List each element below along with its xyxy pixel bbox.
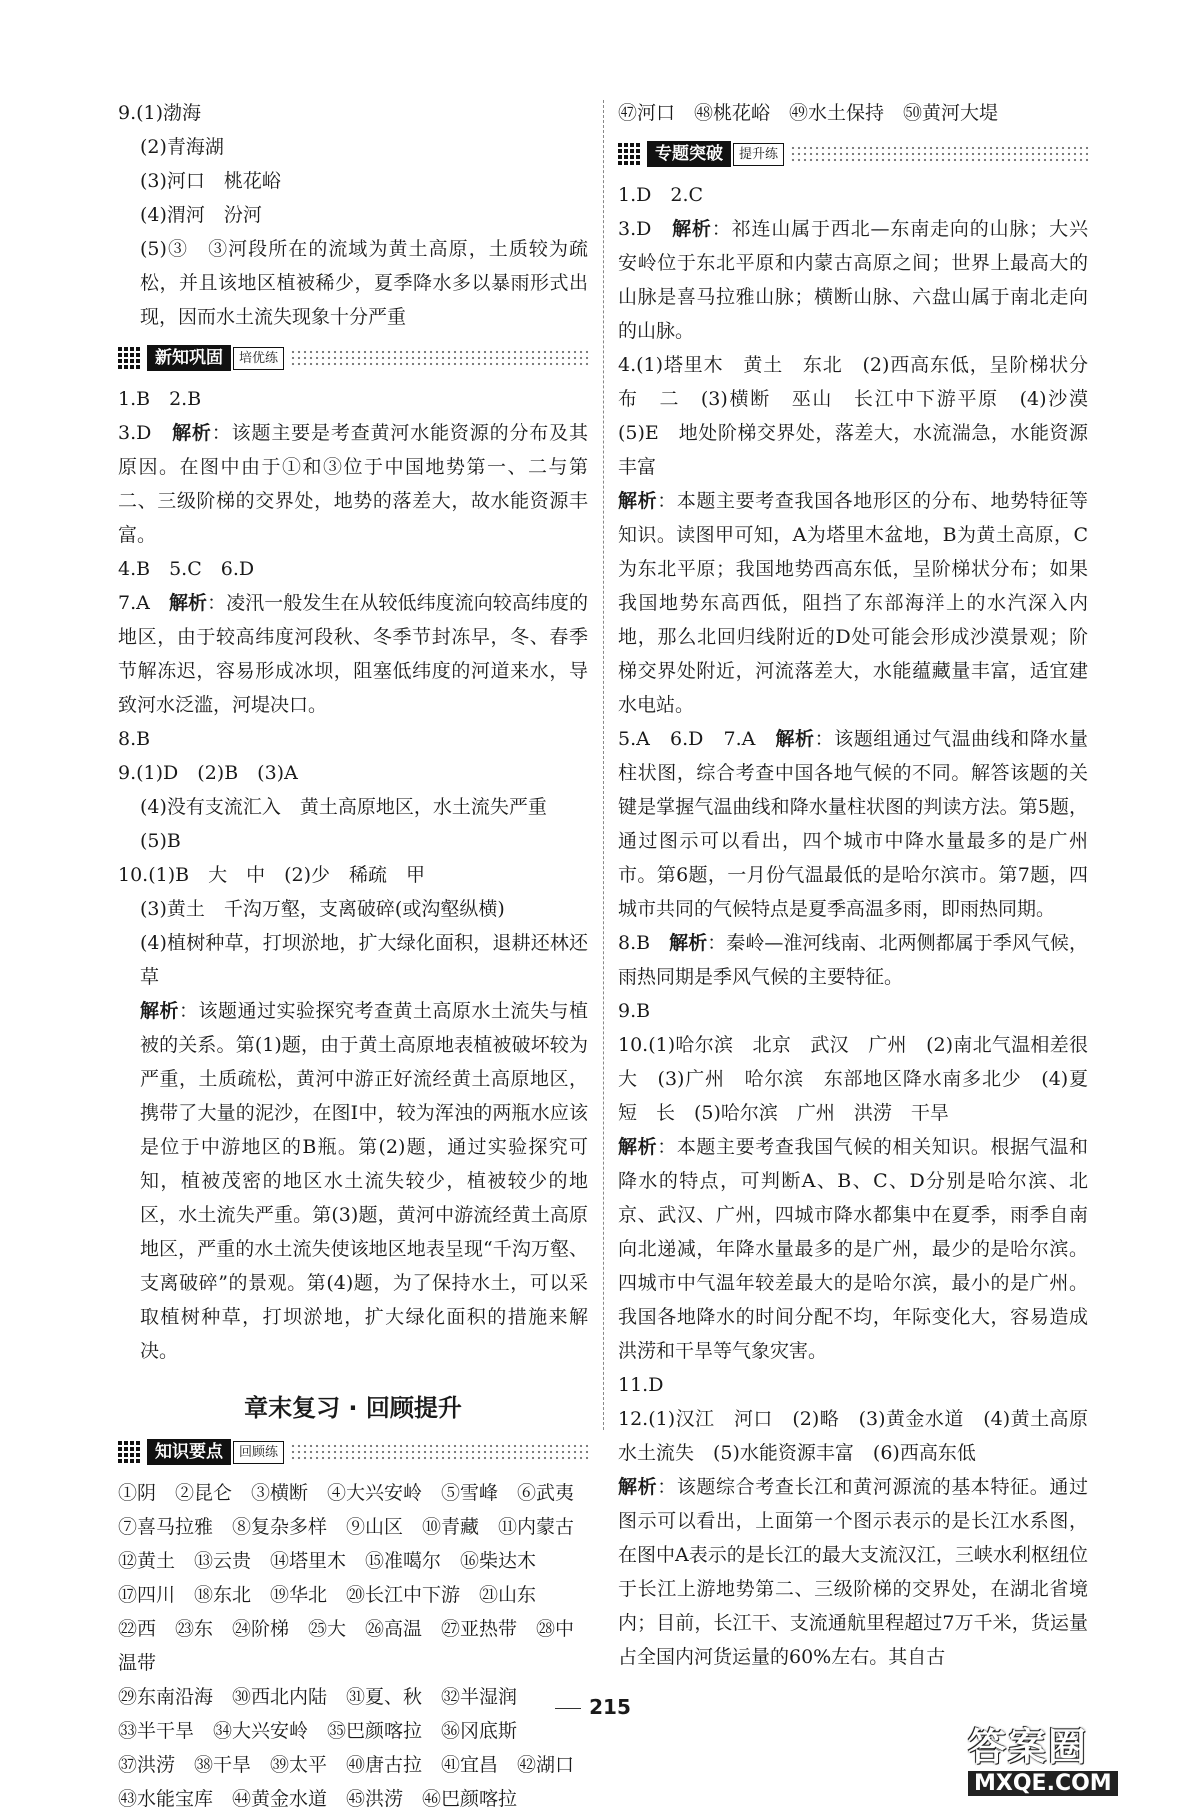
question-number: 5.A 6.D 7.A	[618, 728, 756, 750]
knowledge-line: ①阴 ②昆仑 ③横断 ④大兴安岭 ⑤雪峰 ⑥武夷	[118, 1482, 575, 1504]
watermark-url: MXQE.COM	[968, 1771, 1118, 1796]
knowledge-line: ㊸水能宝库 ㊹黄金水道 ㊺洪涝 ㊻巴颜喀拉	[118, 1788, 518, 1810]
explanation-text: ：该题组通过气温曲线和降水量柱状图，综合考查中国各地气候的不同。解答该题的关键是掌握气温曲线和降水量柱状图的判读方法。第5题，通过图示可以看出，四个城市中降水量最多的是广州市。第6题，一月份气温最低的是哈尔滨市。第7题，四城市共同的气候特点是夏季高温多雨，即雨热同期。	[618, 728, 1088, 920]
question-number: 8.B	[618, 932, 651, 954]
answer-line: 10.(1)哈尔滨 北京 武汉 广州 (2)南北气温相差很大 (3)广州 哈尔滨 东部地区降水南多北少 (4)夏 短 长 (5)哈尔滨 广州 洪涝 干旱	[618, 1034, 1108, 1124]
section-tag: 回顾练	[233, 1441, 284, 1464]
answer-explanation	[618, 926, 1088, 994]
explanation-label: 解析	[140, 1000, 179, 1022]
chapter-title: 章末复习 · 回顾提升	[244, 1394, 462, 1422]
answer-explanation	[618, 722, 1088, 926]
section-title: 专题突破	[647, 141, 731, 167]
explanation-text: ：祁连山属于西北—东南走向的山脉；大兴安岭位于东北平原和内蒙古高原之间；世界上最高大的山脉是喜马拉雅山脉；横断山脉、六盘山属于南北走向的山脉。	[618, 218, 1088, 342]
knowledge-line: ㉙东南沿海 ㉚西北内陆 ㉛夏、秋 ㉜半湿润	[118, 1686, 518, 1708]
explanation-label: 解析	[618, 1476, 658, 1498]
section-title: 知识要点	[147, 1439, 231, 1465]
section-tag: 培优练	[233, 347, 284, 370]
explanation-text: ：凌汛一般发生在从较低纬度流向较高纬度的地区，由于较高纬度河段秋、冬季节封冻早，冬、春季节解冻迟，容易形成冰坝，阻塞低纬度的河道来水，导致河水泛滥，河堤决口。	[118, 592, 588, 716]
answer-explanation	[618, 484, 1088, 722]
section-header-xinzhi	[118, 344, 588, 372]
question-number: 3.D	[118, 422, 152, 444]
section-header-zhuanti	[618, 140, 1088, 168]
right-column	[618, 96, 1108, 1674]
question-number: 3.D	[618, 218, 652, 240]
explanation-label: 解析	[618, 490, 658, 512]
section-header-zhishi	[118, 1438, 588, 1466]
explanation-label: 解析	[669, 932, 708, 954]
dotted-rule	[290, 349, 588, 367]
answer-line: (5)③ ③河段所在的流域为黄土高原，土质较为疏松，并且该地区植被稀少，夏季降水多以暴雨形式出现，因而水土流失现象十分严重	[140, 238, 588, 328]
explanation-text: ：本题主要考查我国各地形区的分布、地势特征等知识。读图甲可知，A为塔里木盆地，B为黄土高原，C为东北平原；我国地势西高东低，呈阶梯状分布；如果我国地势东高西低，阻挡了东部海洋上的水汽深入内地，那么北回归线附近的D处可能会形成沙漠景观；阶梯交界处附近，河流落差大，水能蕴藏量丰富，适宜建水电站。	[618, 490, 1088, 716]
answer-line: 9.B	[618, 1000, 651, 1022]
answer-line: 4.(1)塔里木 黄土 东北 (2)西高东低，呈阶梯状分布 二 (3)横断 巫山 长江中下游平原 (4)沙漠 (5)E 地处阶梯交界处，落差大，水流湍急，水能资源丰富	[618, 354, 1108, 478]
knowledge-line: ㉝半干旱 ㉞大兴安岭 ㉟巴颜喀拉 ㊱冈底斯	[118, 1720, 518, 1742]
answer-line: 4.B 5.C 6.D	[118, 558, 255, 580]
explanation-label: 解析	[168, 592, 208, 614]
knowledge-line: ㊲洪涝 ㊳干旱 ㊴太平 ㊵唐古拉 ㊶宜昌 ㊷湖口	[118, 1754, 575, 1776]
answer-line: ㊼河口 ㊽桃花峪 ㊾水土保持 ㊿黄河大堤	[618, 102, 999, 124]
answer-line: 9.(1)D (2)B (3)A	[118, 762, 298, 784]
answer-line: 1.D 2.C	[618, 184, 704, 206]
explanation-text: ：该题综合考查长江和黄河源流的基本特征。通过图示可以看出，上面第一个图示表示的是长江水系图，在图中A表示的是长江的最大支流汉江，三峡水利枢纽位于长江上游地势第二、三级阶梯的交界处，在湖北省境内；目前，长江干、支流通航里程超过7万千米，货运量占全国内河货运量的60%左右。其自古	[618, 1476, 1088, 1668]
answer-line: 9.(1)渤海	[118, 102, 202, 124]
knowledge-line: ⑰四川 ⑱东北 ⑲华北 ⑳长江中下游 ㉑山东	[118, 1584, 537, 1606]
knowledge-line: ⑫黄土 ⑬云贵 ⑭塔里木 ⑮准噶尔 ⑯柴达木	[118, 1550, 537, 1572]
answer-explanation	[118, 994, 588, 1368]
answer-explanation	[618, 1130, 1088, 1368]
page-number-text: 215	[589, 1695, 631, 1719]
dot-grid-icon	[618, 143, 644, 165]
section-tag: 提升练	[733, 143, 784, 166]
question-number: 7.A	[118, 592, 150, 614]
answer-line: (2)青海湖	[140, 136, 224, 158]
explanation-text: ：秦岭—淮河线南、北两侧都属于季风气候，雨热同期是季风气候的主要特征。	[618, 932, 1088, 988]
answer-explanation	[618, 1470, 1088, 1674]
section-title: 新知巩固	[147, 345, 231, 371]
explanation-label: 解析	[618, 1136, 658, 1158]
explanation-label: 解析	[775, 728, 815, 750]
answer-line: 10.(1)B 大 中 (2)少 稀疏 甲	[118, 864, 426, 886]
answer-line: 8.B	[118, 728, 151, 750]
column-divider	[603, 100, 604, 1430]
explanation-label: 解析	[672, 218, 712, 240]
dotted-rule	[790, 145, 1088, 163]
answer-explanation	[118, 586, 588, 722]
page-number-dash	[555, 1708, 581, 1709]
explanation-text: ：该题通过实验探究考查黄土高原水土流失与植被的关系。第(1)题，由于黄土高原地表植被破坏较为严重，土质疏松，黄河中游正好流经黄土高原地区，携带了大量的泥沙，在图Ⅰ中，较为浑浊的两瓶水应该是位于中游地区的B瓶。第(2)题，通过实验探究可知，植被茂密的地区水土流失较少，植被较少的地区，水土流失严重。第(3)题，黄河中游流经黄土高原地区，严重的水土流失使该地区地表呈现“千沟万壑、支离破碎”的景观。第(4)题，为了保持水土，可以采取植树种草，打坝淤地，扩大绿化面积的措施来解决。	[140, 1000, 588, 1362]
dot-grid-icon	[118, 347, 144, 369]
explanation-text: ：本题主要考查我国气候的相关知识。根据气温和降水的特点，可判断A、B、C、D分别是哈尔滨、北京、武汉、广州，四城市降水都集中在夏季，雨季自南向北递减，年降水量最多的是广州，最少的是哈尔滨。四城市中气温年较差最大的是哈尔滨，最小的是广州。我国各地降水的时间分配不均，年际变化大，容易造成洪涝和干旱等气象灾害。	[618, 1136, 1088, 1362]
answer-explanation	[618, 212, 1088, 348]
answer-line: (5)B	[140, 830, 181, 852]
explanation-label: 解析	[172, 422, 212, 444]
answer-line: (4)渭河 汾河	[140, 204, 262, 226]
dotted-rule	[290, 1443, 588, 1461]
answer-line: (3)河口 桃花峪	[140, 170, 281, 192]
answer-line: 12.(1)汉江 河口 (2)略 (3)黄金水道 (4)黄土高原 水土流失 (5)水能资源丰富 (6)西高东低	[618, 1408, 1108, 1464]
knowledge-line: ⑦喜马拉雅 ⑧复杂多样 ⑨山区 ⑩青藏 ⑪内蒙古	[118, 1516, 575, 1538]
answer-line: 11.D	[618, 1374, 664, 1396]
answer-line: (4)植树种草，打坝淤地，扩大绿化面积，退耕还林还草	[140, 932, 588, 988]
explanation-text: ：该题主要是考查黄河水能资源的分布及其原因。在图中由于①和③位于中国地势第一、二与第二、三级阶梯的交界处，地势的落差大，故水能资源丰富。	[118, 422, 588, 546]
answer-line: 1.B 2.B	[118, 388, 202, 410]
watermark-title: 答案圈	[968, 1725, 1089, 1769]
dot-grid-icon	[118, 1441, 144, 1463]
left-column	[118, 96, 588, 1816]
answer-explanation	[118, 416, 588, 552]
watermark-logo	[968, 1716, 1178, 1796]
answer-line: (3)黄土 千沟万壑，支离破碎(或沟壑纵横)	[140, 898, 505, 920]
knowledge-line: ㉒西 ㉓东 ㉔阶梯 ㉕大 ㉖高温 ㉗亚热带 ㉘中温带	[118, 1618, 575, 1674]
answer-line: (4)没有支流汇入 黄土高原地区，水土流失严重	[140, 796, 547, 818]
